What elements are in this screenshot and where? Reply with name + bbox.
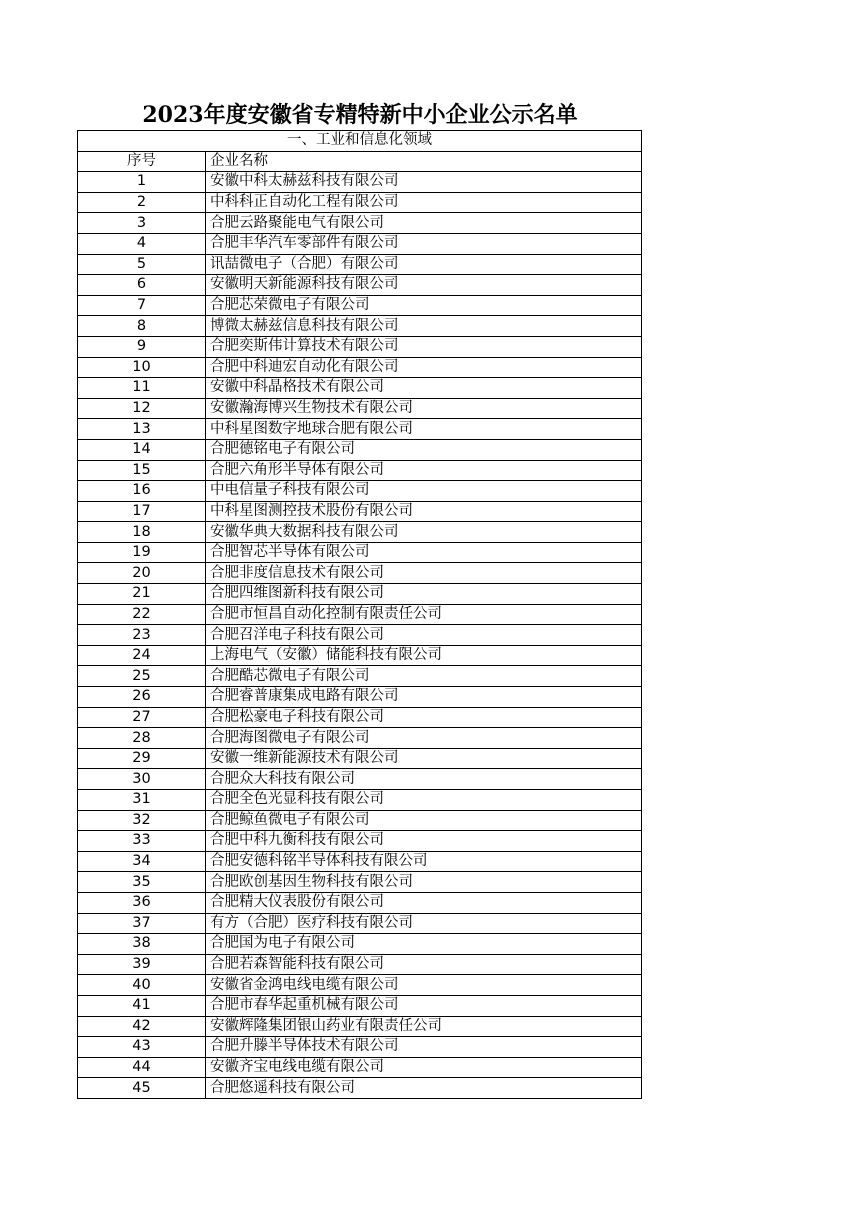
table-row [78,954,642,975]
column-header-no: 序号 [78,151,206,172]
row-number: 38 [78,934,206,955]
company-name: 合肥睿普康集成电路有限公司 [206,687,642,708]
company-list-table [77,130,642,1099]
company-name: 合肥欧创基因生物科技有限公司 [206,872,642,893]
row-number: 32 [78,810,206,831]
row-number: 35 [78,872,206,893]
company-name: 合肥精大仪表股份有限公司 [206,892,642,913]
table-row [78,501,642,522]
table-row [78,748,642,769]
table-row [78,1016,642,1037]
table-row [78,707,642,728]
table-row [78,687,642,708]
company-name: 合肥六角形半导体有限公司 [206,460,642,481]
row-number: 15 [78,460,206,481]
table-row [78,1078,642,1099]
row-number: 18 [78,522,206,543]
table-body [78,172,642,1099]
row-number: 9 [78,336,206,357]
row-number: 17 [78,501,206,522]
table-row [78,419,642,440]
company-name: 合肥中科九衡科技有限公司 [206,831,642,852]
row-number: 24 [78,645,206,666]
row-number: 28 [78,728,206,749]
table-row [78,275,642,296]
company-name: 讯喆微电子（合肥）有限公司 [206,254,642,275]
company-name: 合肥悠遥科技有限公司 [206,1078,642,1099]
table-row [78,604,642,625]
table-row [78,254,642,275]
company-name: 合肥海图微电子有限公司 [206,728,642,749]
table-row [78,378,642,399]
row-number: 10 [78,357,206,378]
row-number: 45 [78,1078,206,1099]
row-number: 14 [78,439,206,460]
table-row [78,1037,642,1058]
document-title: 2023年度安徽省专精特新中小企业公示名单 [142,102,578,128]
company-name: 合肥芯荣微电子有限公司 [206,295,642,316]
column-header-row [78,151,642,172]
section-heading: 一、工业和信息化领域 [78,131,642,152]
row-number: 23 [78,625,206,646]
company-name: 合肥中科迪宏自动化有限公司 [206,357,642,378]
row-number: 22 [78,604,206,625]
company-name: 合肥安德科铭半导体科技有限公司 [206,851,642,872]
row-number: 11 [78,378,206,399]
company-name: 安徽省金鸿电线电缆有限公司 [206,975,642,996]
row-number: 5 [78,254,206,275]
row-number: 43 [78,1037,206,1058]
table-row [78,892,642,913]
company-name: 合肥丰华汽车零部件有限公司 [206,233,642,254]
row-number: 26 [78,687,206,708]
company-name: 合肥酷芯微电子有限公司 [206,666,642,687]
company-name: 中科科正自动化工程有限公司 [206,192,642,213]
table-row [78,831,642,852]
row-number: 34 [78,851,206,872]
row-number: 41 [78,995,206,1016]
table-row [78,563,642,584]
company-name: 安徽华典大数据科技有限公司 [206,522,642,543]
company-name: 中电信量子科技有限公司 [206,481,642,502]
company-name: 安徽明天新能源科技有限公司 [206,275,642,296]
row-number: 7 [78,295,206,316]
row-number: 42 [78,1016,206,1037]
row-number: 37 [78,913,206,934]
table-row [78,790,642,811]
table-row [78,439,642,460]
row-number: 3 [78,213,206,234]
table-row [78,295,642,316]
company-name: 合肥国为电子有限公司 [206,934,642,955]
row-number: 1 [78,172,206,193]
company-name: 合肥智芯半导体有限公司 [206,542,642,563]
table-row [78,625,642,646]
company-name: 安徽辉隆集团银山药业有限责任公司 [206,1016,642,1037]
row-number: 8 [78,316,206,337]
row-number: 36 [78,892,206,913]
table-row [78,357,642,378]
company-name: 安徽瀚海博兴生物技术有限公司 [206,398,642,419]
company-name: 合肥全色光显科技有限公司 [206,790,642,811]
row-number: 25 [78,666,206,687]
table-row [78,481,642,502]
company-name: 合肥市春华起重机械有限公司 [206,995,642,1016]
row-number: 4 [78,233,206,254]
table-row [78,522,642,543]
row-number: 6 [78,275,206,296]
table-row [78,1057,642,1078]
company-name: 有方（合肥）医疗科技有限公司 [206,913,642,934]
table-row [78,975,642,996]
table-row [78,851,642,872]
company-name: 合肥召洋电子科技有限公司 [206,625,642,646]
company-name: 合肥升滕半导体技术有限公司 [206,1037,642,1058]
company-name: 博微太赫兹信息科技有限公司 [206,316,642,337]
row-number: 19 [78,542,206,563]
table-row [78,192,642,213]
column-header-name: 企业名称 [206,151,642,172]
company-name: 合肥四维图新科技有限公司 [206,584,642,605]
table-row [78,584,642,605]
table-row [78,645,642,666]
row-number: 20 [78,563,206,584]
table-row [78,542,642,563]
table-row [78,398,642,419]
company-name: 合肥众大科技有限公司 [206,769,642,790]
row-number: 40 [78,975,206,996]
company-name: 上海电气（安徽）储能科技有限公司 [206,645,642,666]
company-name: 合肥非度信息技术有限公司 [206,563,642,584]
table-row [78,913,642,934]
section-header-row [78,131,642,152]
company-name: 合肥若森智能科技有限公司 [206,954,642,975]
row-number: 2 [78,192,206,213]
row-number: 33 [78,831,206,852]
table-row [78,769,642,790]
row-number: 13 [78,419,206,440]
table-row [78,316,642,337]
row-number: 27 [78,707,206,728]
table-row [78,934,642,955]
company-name: 合肥鲸鱼微电子有限公司 [206,810,642,831]
company-name: 合肥奕斯伟计算技术有限公司 [206,336,642,357]
company-name: 合肥市恒昌自动化控制有限责任公司 [206,604,642,625]
table-row [78,728,642,749]
company-name: 安徽中科太赫兹科技有限公司 [206,172,642,193]
table-row [78,810,642,831]
table-row [78,995,642,1016]
company-name: 合肥松豪电子科技有限公司 [206,707,642,728]
company-name: 安徽一维新能源技术有限公司 [206,748,642,769]
table-row [78,460,642,481]
table-row [78,336,642,357]
company-name: 合肥德铭电子有限公司 [206,439,642,460]
company-name: 中科星图测控技术股份有限公司 [206,501,642,522]
table-row [78,172,642,193]
table-row [78,213,642,234]
row-number: 31 [78,790,206,811]
company-name: 中科星图数字地球合肥有限公司 [206,419,642,440]
table-row [78,233,642,254]
row-number: 29 [78,748,206,769]
table-row [78,666,642,687]
company-name: 合肥云路聚能电气有限公司 [206,213,642,234]
table-row [78,872,642,893]
row-number: 44 [78,1057,206,1078]
company-name: 安徽中科晶格技术有限公司 [206,378,642,399]
row-number: 12 [78,398,206,419]
row-number: 39 [78,954,206,975]
row-number: 16 [78,481,206,502]
row-number: 21 [78,584,206,605]
row-number: 30 [78,769,206,790]
company-name: 安徽齐宝电线电缆有限公司 [206,1057,642,1078]
